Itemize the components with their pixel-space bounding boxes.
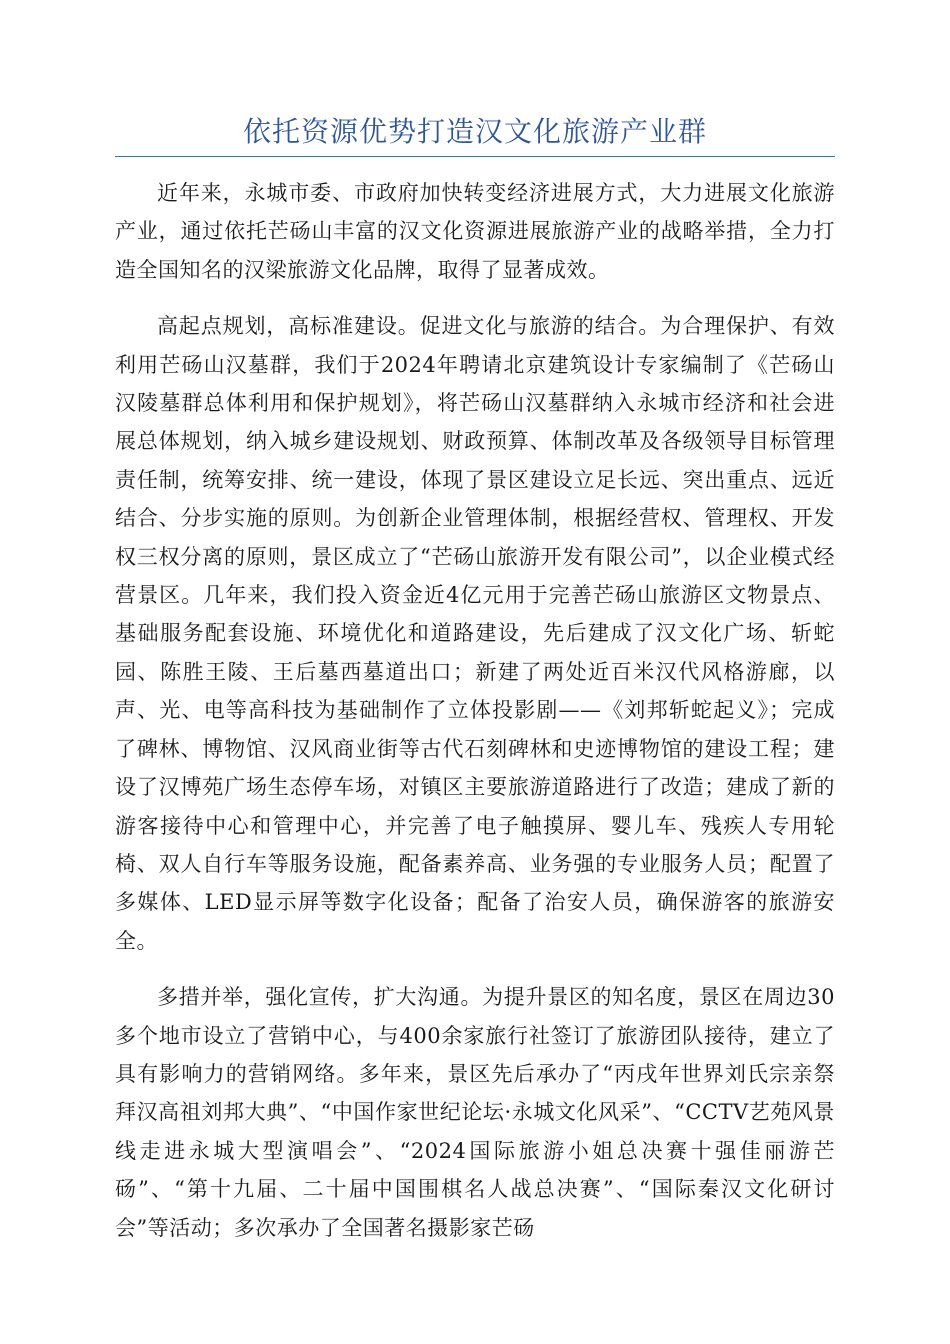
document-body <box>115 174 835 1265</box>
paragraph-promotion: 多措并举，强化宣传，扩大沟通。为提升景区的知名度，景区在周边30多个地市设立了营销中心，与400余家旅行社签订了旅游团队接待，建立了具有影响力的营销网络。多年来，景区先后承办了“丙戌年世界刘氏宗亲祭拜汉高祖刘邦大典”、“中国作家世纪论坛·永城文化风采”、“CCTV艺苑风景线走进永城大型演唱会”、“2024国际旅游小姐总决赛十强佳丽游芒砀”、“第十九届、二十届中国围棋名人战总决赛”、“国际秦汉文化研讨会”等活动；多次承办了全国著名摄影家芒砀 <box>115 985 835 1240</box>
title-block <box>115 112 835 157</box>
paragraph-planning: 高起点规划，高标准建设。促进文化与旅游的结合。为合理保护、有效利用芒砀山汉墓群，我们于2024年聘请北京建筑设计专家编制了《芒砀山汉陵墓群总体利用和保护规划》，将芒砀山汉墓群纳入永城市经济和社会进展总体规划，纳入城乡建设规划、财政预算、体制改革及各级领导目标管理责任制，统筹安排、统一建设，体现了景区建设立足长远、突出重点、远近结合、分步实施的原则。为创新企业管理体制，根据经营权、管理权、开发权三权分离的原则，景区成立了“芒砀山旅游开发有限公司”，以企业模式经营景区。几年来，我们投入资金近4亿元用于完善芒砀山旅游区文物景点、基础服务配套设施、环境优化和道路建设，先后建成了汉文化广场、斩蛇园、陈胜王陵、王后墓西墓道出口；新建了两处近百米汉代风格游廊，以声、光、电等高科技为基础制作了立体投影剧——《刘邦斩蛇起义》；完成了碑林、博物馆、汉风商业街等古代石刻碑林和史迹博物馆的建设工程；建设了汉博苑广场生态停车场，对镇区主要旅游道路进行了改造；建成了新的游客接待中心和管理中心，并完善了电子触摸屏、婴儿车、残疾人专用轮椅、双人自行车等服务设施，配备素养高、业务强的专业服务人员；配置了多媒体、LED显示屏等数字化设备；配备了治安人员，确保游客的旅游安全。 <box>115 314 835 953</box>
paragraph-intro: 近年来，永城市委、市政府加快转变经济进展方式，大力进展文化旅游产业，通过依托芒砀山丰富的汉文化资源进展旅游产业的战略举措，全力打造全国知名的汉梁旅游文化品牌，取得了显著成效。 <box>115 181 835 282</box>
document-title: 依托资源优势打造汉文化旅游产业群 <box>242 115 707 148</box>
